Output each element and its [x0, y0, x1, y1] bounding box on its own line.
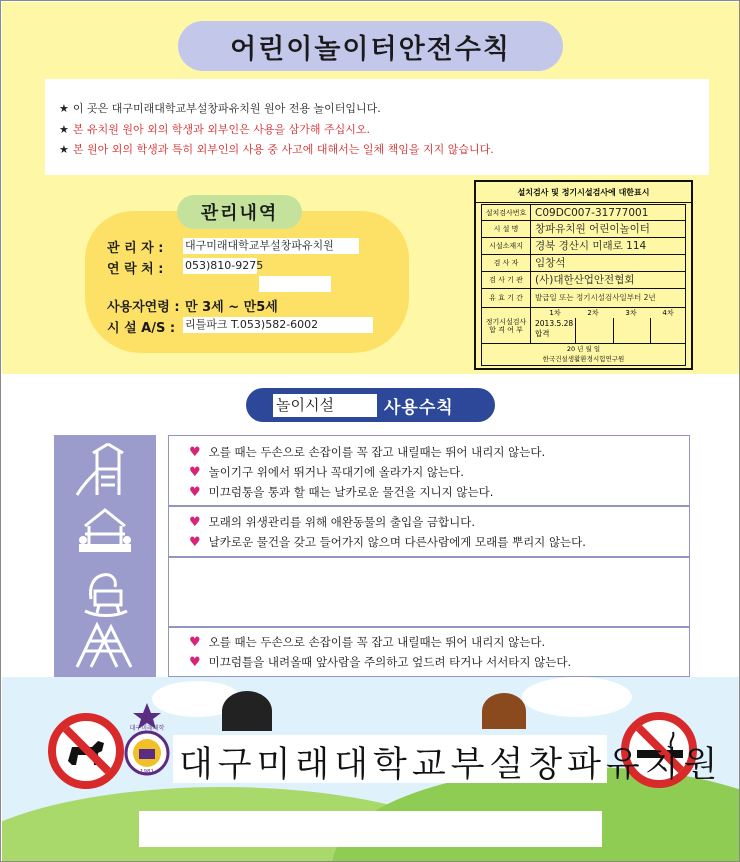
notice-box: [45, 79, 709, 175]
kindergarten-name-banner: [173, 735, 723, 785]
page-title: 어린이놀이터안전수칙: [230, 33, 511, 65]
emblem-label: 대구미래대학: [129, 725, 165, 732]
rule-text: 오를 때는 두손으로 손잡이를 꼭 잡고 내릴때는 뛰어 내리지 않는다.: [208, 445, 546, 459]
notice-line: [59, 99, 709, 120]
certificate-value: 창파유치원 어린이놀이터: [535, 223, 650, 235]
rule-text: 미끄럼통을 통과 할 때는 날카로운 물건을 지니지 않는다.: [208, 485, 494, 499]
certificate-row: [481, 272, 686, 289]
heart-icon: ♥: [189, 635, 201, 650]
rule-item: [189, 444, 545, 460]
certificate-row: [481, 221, 686, 238]
certificate-value: (사)대한산업안전협회: [535, 274, 635, 286]
rule-text: 미끄럼틀을 내려올때 앞사람을 주의하고 엎드려 타거나 서서타지 않는다.: [208, 655, 572, 669]
heart-icon: ♥: [189, 485, 201, 500]
rocking-horse-icon: [81, 569, 131, 617]
rule-item: [189, 464, 464, 480]
sandbox-icon: [75, 506, 135, 558]
certificate-value: C09DC007-31777001: [535, 207, 649, 219]
rule-item: [189, 484, 493, 500]
rules-prefix: 놀이시설: [273, 394, 377, 417]
rule-item: [189, 534, 586, 550]
contact-value: 053)810-9275: [185, 259, 264, 272]
slide-icon: [73, 441, 135, 499]
column-header: 4차: [662, 309, 674, 317]
management-title-pill: [177, 195, 302, 229]
rule-text: 놀이기구 위에서 뛰거나 꼭대기에 올라가지 않는다.: [208, 465, 464, 479]
grid-divider: [650, 318, 651, 343]
inspection-result-grid: [481, 308, 686, 344]
rules-group: [168, 435, 690, 506]
heart-icon: ♥: [189, 445, 201, 460]
first-inspection-result: 합격: [535, 329, 550, 338]
rules-title-pill: [246, 388, 495, 422]
age-value: 만 3세 ~ 만5세: [185, 300, 278, 315]
blank-panel: [139, 811, 602, 847]
grid-divider: [575, 318, 576, 343]
climbing-frame-icon: [71, 619, 137, 671]
result-label: 정기시설검사 합 격 여 부: [482, 308, 531, 343]
rule-text: 오를 때는 두손으로 손잡이를 꼭 잡고 내릴때는 뛰어 내리지 않는다.: [208, 635, 546, 649]
first-inspection: [535, 319, 573, 339]
certificate-row: [481, 238, 686, 255]
footer-date: 20 년 월 일: [566, 345, 601, 353]
certificate-key: 유 효 기 간: [482, 289, 531, 307]
child-hair-shape: [482, 693, 526, 729]
notice-text: 이 곳은 대구미래대학교부설창파유치원 원아 전용 놀이터입니다.: [72, 102, 381, 115]
notice-line: [59, 120, 709, 141]
manager-label: 관 리 자 :: [107, 241, 164, 256]
grid-divider: [613, 318, 614, 343]
certificate-key: 시설소재지: [482, 238, 531, 254]
cloud-shape: [522, 677, 632, 717]
certificate-key: 설치검사번호: [482, 205, 531, 221]
rules-title: 사용수칙: [384, 398, 454, 418]
title-pill: [178, 21, 563, 71]
as-label: 시 설 A/S :: [107, 321, 176, 336]
rules-group-empty: [168, 557, 690, 627]
child-hair-shape: [222, 691, 272, 731]
management-title: 관리내역: [200, 203, 279, 224]
certificate-row: [481, 289, 686, 308]
certificate-key: 시 설 명: [482, 221, 531, 237]
no-dogs-icon: [48, 713, 124, 789]
footer-org: 한국건설생활환경시험연구원: [542, 355, 625, 363]
rule-text: 날카로운 물건을 갖고 들어가지 않으며 다른사람에게 모래를 뿌리지 않는다.: [208, 535, 586, 549]
inspection-certificate: [474, 180, 693, 370]
column-header: 2차: [587, 309, 599, 317]
blank-field: [259, 276, 331, 292]
certificate-key: 검 사 기 관: [482, 272, 531, 288]
star-icon: ★: [59, 143, 69, 156]
contact-label: 연 락 처 :: [107, 262, 164, 277]
rules-group: [168, 506, 690, 557]
certificate-key: 검 사 자: [482, 255, 531, 271]
heart-icon: ♥: [189, 465, 201, 480]
certificate-header: 설치검사 및 정기시설검사에 대한표시: [476, 182, 691, 203]
first-inspection-date: 2013.5.28: [535, 319, 574, 328]
star-icon: ★: [59, 102, 69, 115]
rules-group: [168, 627, 690, 677]
rule-text: 모래의 위생관리를 위해 애완동물의 출입을 금합니다.: [208, 515, 475, 529]
notice-text: 본 유치원 원아 외의 학생과 외부인은 사용을 삼가해 주십시오.: [72, 122, 370, 136]
heart-icon: ♥: [189, 535, 201, 550]
certificate-value: 임창석: [535, 257, 566, 269]
certificate-row: [481, 255, 686, 272]
heart-icon: ♥: [189, 655, 201, 670]
manager-value: 대구미래대학교부설창파유치원: [183, 238, 359, 254]
certificate-value: 발급일 또는 정기시설검사일부터 2년: [535, 293, 656, 302]
certificate-value: 경북 경산시 미래로 114: [535, 240, 647, 252]
notice-text: 본 원아 외의 학생과 특히 외부인의 사용 중 사고에 대해서는 일체 책임을 지지 않습니다.: [72, 143, 494, 156]
kindergarten-name: 대구미래대학교부설창파유치원: [179, 745, 723, 785]
certificate-row: [481, 204, 686, 221]
as-value: 리틀파크 T.053)582-6002: [183, 317, 373, 333]
notice-line: [59, 140, 709, 161]
heart-icon: ♥: [189, 515, 201, 530]
star-icon: ★: [59, 122, 69, 136]
age-label: 사용자연령 :: [107, 300, 180, 315]
column-header: 1차: [549, 309, 561, 317]
emblem-year: 1981: [140, 769, 154, 775]
rule-item: [189, 634, 545, 650]
certificate-footer: [481, 344, 686, 366]
rule-item: [189, 514, 475, 530]
rule-item: [189, 654, 571, 670]
column-header: 3차: [625, 309, 637, 317]
